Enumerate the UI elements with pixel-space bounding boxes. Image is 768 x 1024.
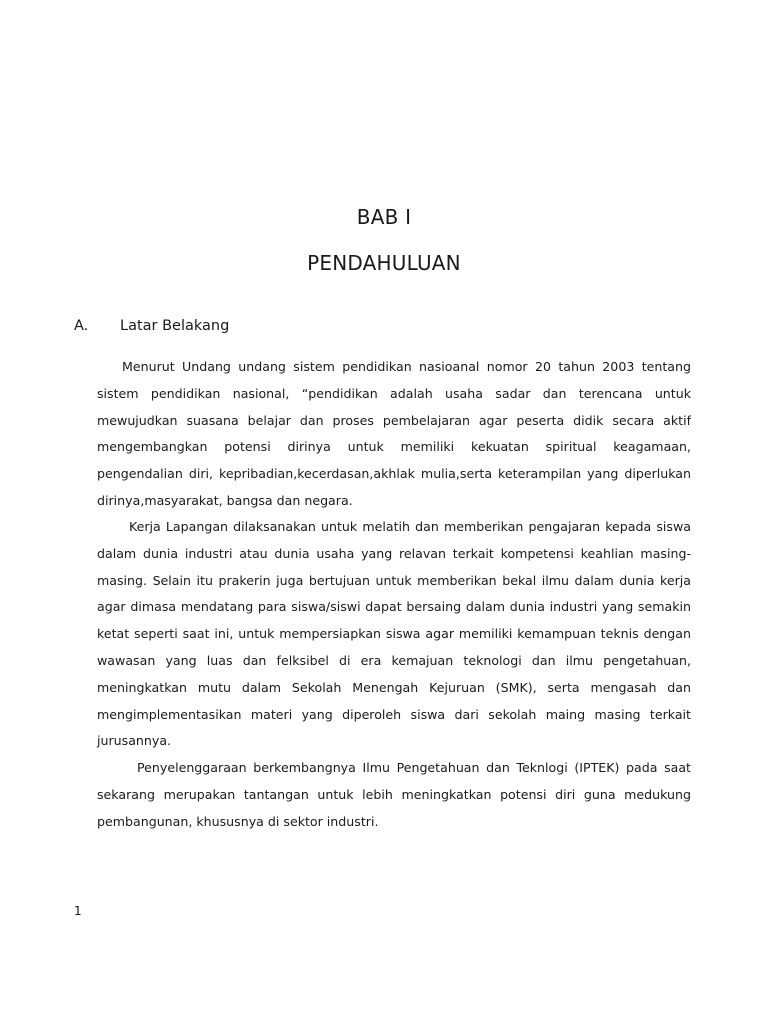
section-title: Latar Belakang	[120, 318, 230, 334]
chapter-label: BAB I	[356, 205, 412, 229]
page-number: 1	[74, 904, 82, 918]
section-heading	[74, 318, 229, 334]
chapter-title: PENDAHULUAN	[307, 251, 461, 275]
paragraph-1: Menurut Undang undang sistem pendidikan nasioanal nomor 20 tahun 2003 tentang sistem pendidikan nasional, “pendidikan adalah usaha sadar dan terencana untuk mewujudkan suasana belajar dan proses pembelajaran agar peserta didik secara aktif mengembangkan potensi dirinya untuk memiliki kekuatan spiritual keagamaan, pengendalian diri, kepribadian,kecerdasan,akhlak mulia,serta keterampilan yang diperlukan dirinya,masyarakat, bangsa dan negara.	[97, 359, 691, 508]
paragraph-3: Penyelenggaraan berkembangnya Ilmu Pengetahuan dan Teknlogi (IPTEK) pada saat sekarang merupakan tantangan untuk lebih meningkatkan potensi diri guna medukung pembangunan, khususnya di sektor industri.	[97, 760, 691, 829]
section-number: A.	[74, 318, 89, 334]
paragraph-2: Kerja Lapangan dilaksanakan untuk melatih dan memberikan pengajaran kepada siswa dalam dunia industri atau dunia usaha yang relavan terkait kompetensi keahlian masing-masing. Selain itu prakerin juga bertujuan untuk memberikan bekal ilmu dalam dunia kerja agar dimasa mendatang para siswa/siswi dapat bersaing dalam dunia industri yang semakin ketat seperti saat ini, untuk mempersiapkan siswa agar memiliki kemampuan teknis dengan wawasan yang luas dan felksibel di era kemajuan teknologi dan ilmu pengetahuan, meningkatkan mutu dalam Sekolah Menengah Kejuruan (SMK), serta mengasah dan mengimplementasikan materi yang diperoleh siswa dari sekolah maing masing terkait jurusannya.	[97, 519, 691, 749]
